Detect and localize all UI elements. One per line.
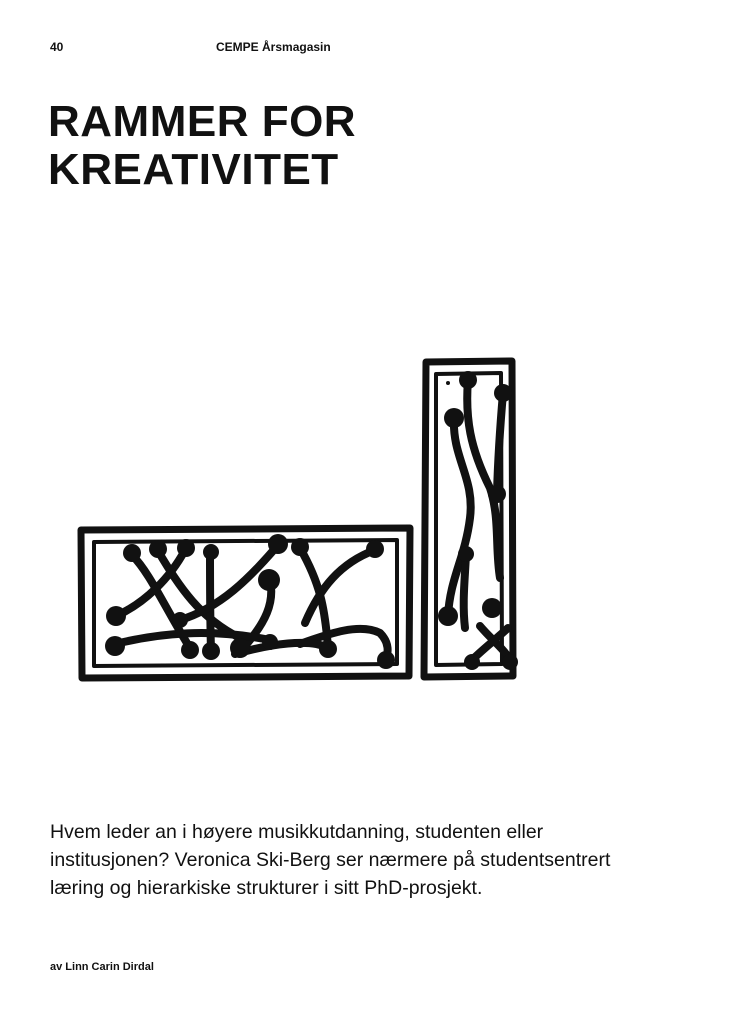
byline: av Linn Carin Dirdal xyxy=(50,961,154,973)
page-number: 40 xyxy=(50,40,64,54)
title-line-1: RAMMER FOR xyxy=(48,97,357,146)
article-title xyxy=(48,98,608,194)
article-lede: Hvem leder an i høyere musikkutdanning, studenten eller institusjonen? Veronica Ski-Berg ser nærmere på studentsentrert læring og hierarkiske strukturer i sitt PhD-prosjekt. xyxy=(50,821,611,899)
running-title: CEMPE Årsmagasin xyxy=(216,40,331,54)
ink-dots xyxy=(105,371,518,670)
horizontal-frame-squiggles xyxy=(115,545,388,660)
frame-drawing-illustration xyxy=(70,348,550,693)
title-line-2: KREATIVITET xyxy=(48,145,339,194)
